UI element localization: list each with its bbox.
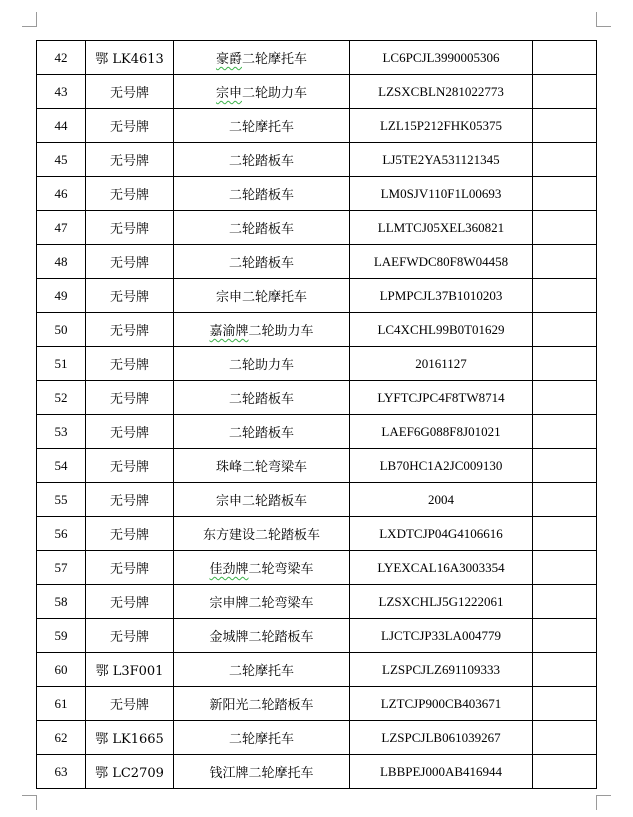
model-name-spellcheck: 宗申 <box>215 86 242 101</box>
vin-cell: LZL15P212FHK05375 <box>350 109 533 143</box>
row-number-cell: 50 <box>37 313 86 347</box>
crop-mark-top-right-v <box>596 12 597 27</box>
crop-mark-top-left-h <box>22 26 37 27</box>
row-number-cell: 58 <box>37 585 86 619</box>
table-row <box>37 381 597 415</box>
model-text: 二轮摩托车 <box>228 732 294 747</box>
vin-cell: LJCTCJP33LA004779 <box>350 619 533 653</box>
row-number-cell: 49 <box>37 279 86 313</box>
plate-cell: 无号牌 <box>86 211 174 245</box>
crop-mark-bottom-left-v <box>36 795 37 810</box>
vehicle-table-body <box>37 41 597 789</box>
row-number-cell: 53 <box>37 415 86 449</box>
vehicle-model-cell <box>174 449 350 483</box>
plate-cell: 无号牌 <box>86 415 174 449</box>
row-number-cell: 60 <box>37 653 86 687</box>
model-text: 二轮踏板车 <box>228 426 294 441</box>
crop-mark-bottom-right-v <box>596 795 597 810</box>
row-number-cell: 42 <box>37 41 86 75</box>
vehicle-table <box>36 40 597 789</box>
vehicle-model-cell <box>174 347 350 381</box>
crop-mark-bottom-right-h <box>596 795 611 796</box>
model-text: 二轮踏板车 <box>228 188 294 203</box>
vin-cell: LAEFWDC80F8W04458 <box>350 245 533 279</box>
vehicle-model-cell <box>174 279 350 313</box>
table-row <box>37 687 597 721</box>
remark-cell <box>533 687 597 721</box>
vehicle-model-cell <box>174 177 350 211</box>
vin-cell: LBBPEJ000AB416944 <box>350 755 533 789</box>
remark-cell <box>533 279 597 313</box>
vin-cell: LC4XCHL99B0T01629 <box>350 313 533 347</box>
vin-cell: LXDTCJP04G4106616 <box>350 517 533 551</box>
remark-cell <box>533 211 597 245</box>
vehicle-model-cell <box>174 551 350 585</box>
model-text: 宗申二轮摩托车 <box>215 290 307 305</box>
remark-cell <box>533 75 597 109</box>
vehicle-model-cell <box>174 653 350 687</box>
vin-cell: 2004 <box>350 483 533 517</box>
remark-cell <box>533 619 597 653</box>
plate-cell: 无号牌 <box>86 449 174 483</box>
vin-cell: LB70HC1A2JC009130 <box>350 449 533 483</box>
table-row <box>37 313 597 347</box>
vehicle-model-cell <box>174 415 350 449</box>
vehicle-model-cell <box>174 109 350 143</box>
remark-cell <box>533 551 597 585</box>
vin-cell: LC6PCJL3990005306 <box>350 41 533 75</box>
vehicle-model-cell <box>174 143 350 177</box>
table-row <box>37 585 597 619</box>
table-row <box>37 483 597 517</box>
vehicle-model-cell <box>174 755 350 789</box>
vin-cell: LYFTCJPC4F8TW8714 <box>350 381 533 415</box>
plate-cell: 无号牌 <box>86 517 174 551</box>
model-text: 宗申牌二轮弯梁车 <box>209 596 314 611</box>
model-text: 新阳光二轮踏板车 <box>209 698 314 713</box>
model-name-spellcheck: 佳劲牌 <box>209 562 249 577</box>
table-row <box>37 41 597 75</box>
vehicle-model-cell <box>174 619 350 653</box>
vehicle-model-cell <box>174 721 350 755</box>
plate-cell: 无号牌 <box>86 585 174 619</box>
row-number-cell: 63 <box>37 755 86 789</box>
model-text: 钱江牌二轮摩托车 <box>209 766 314 781</box>
table-row <box>37 551 597 585</box>
row-number-cell: 44 <box>37 109 86 143</box>
table-row <box>37 109 597 143</box>
table-row <box>37 619 597 653</box>
table-row <box>37 755 597 789</box>
model-text: 二轮摩托车 <box>228 664 294 679</box>
crop-mark-top-right-h <box>596 26 611 27</box>
row-number-cell: 52 <box>37 381 86 415</box>
vehicle-model-cell <box>174 211 350 245</box>
vin-cell: LZSPCJLZ691109333 <box>350 653 533 687</box>
vin-cell: LZSXCHLJ5G1222061 <box>350 585 533 619</box>
vehicle-model-cell <box>174 245 350 279</box>
model-text: 珠峰二轮弯梁车 <box>215 460 307 475</box>
remark-cell <box>533 109 597 143</box>
model-text: 二轮踏板车 <box>228 256 294 271</box>
plate-cell: 无号牌 <box>86 381 174 415</box>
remark-cell <box>533 143 597 177</box>
remark-cell <box>533 415 597 449</box>
vin-cell: 20161127 <box>350 347 533 381</box>
row-number-cell: 62 <box>37 721 86 755</box>
crop-mark-bottom-left-h <box>22 795 37 796</box>
crop-mark-top-left-v <box>36 12 37 27</box>
row-number-cell: 46 <box>37 177 86 211</box>
plate-cell: 无号牌 <box>86 75 174 109</box>
model-text: 二轮助力车 <box>228 358 294 373</box>
table-row <box>37 245 597 279</box>
model-name-spellcheck: 豪爵 <box>215 52 242 67</box>
row-number-cell: 59 <box>37 619 86 653</box>
model-text: 二轮踏板车 <box>228 392 294 407</box>
plate-cell: 鄂 LK4613 <box>86 41 174 75</box>
remark-cell <box>533 653 597 687</box>
table-row <box>37 279 597 313</box>
remark-cell <box>533 483 597 517</box>
model-text: 宗申二轮踏板车 <box>215 494 307 509</box>
row-number-cell: 56 <box>37 517 86 551</box>
plate-cell: 无号牌 <box>86 279 174 313</box>
vehicle-model-cell <box>174 75 350 109</box>
row-number-cell: 47 <box>37 211 86 245</box>
plate-cell: 鄂 LC2709 <box>86 755 174 789</box>
remark-cell <box>533 585 597 619</box>
model-text: 东方建设二轮踏板车 <box>202 528 320 543</box>
row-number-cell: 54 <box>37 449 86 483</box>
vehicle-model-cell <box>174 381 350 415</box>
plate-cell: 无号牌 <box>86 109 174 143</box>
model-text: 金城牌二轮踏板车 <box>209 630 314 645</box>
row-number-cell: 57 <box>37 551 86 585</box>
vin-cell: LLMTCJ05XEL360821 <box>350 211 533 245</box>
remark-cell <box>533 313 597 347</box>
plate-cell: 无号牌 <box>86 483 174 517</box>
model-text: 二轮踏板车 <box>228 154 294 169</box>
table-row <box>37 211 597 245</box>
table-row <box>37 177 597 211</box>
vin-cell: LAEF6G088F8J01021 <box>350 415 533 449</box>
plate-cell: 无号牌 <box>86 347 174 381</box>
vin-cell: LZTCJP900CB403671 <box>350 687 533 721</box>
remark-cell <box>533 755 597 789</box>
vin-cell: LYEXCAL16A3003354 <box>350 551 533 585</box>
model-text: 二轮摩托车 <box>228 120 294 135</box>
vehicle-model-cell <box>174 585 350 619</box>
remark-cell <box>533 177 597 211</box>
vehicle-model-cell <box>174 41 350 75</box>
table-row <box>37 75 597 109</box>
row-number-cell: 51 <box>37 347 86 381</box>
remark-cell <box>533 347 597 381</box>
model-name-spellcheck: 嘉渝牌 <box>209 324 249 339</box>
model-text: 二轮助力车 <box>248 324 314 339</box>
vehicle-model-cell <box>174 517 350 551</box>
row-number-cell: 61 <box>37 687 86 721</box>
table-row <box>37 143 597 177</box>
vehicle-model-cell <box>174 483 350 517</box>
remark-cell <box>533 449 597 483</box>
plate-cell: 无号牌 <box>86 245 174 279</box>
vin-cell: LPMPCJL37B1010203 <box>350 279 533 313</box>
table-row <box>37 517 597 551</box>
remark-cell <box>533 245 597 279</box>
plate-cell: 无号牌 <box>86 619 174 653</box>
plate-cell: 鄂 LK1665 <box>86 721 174 755</box>
remark-cell <box>533 41 597 75</box>
remark-cell <box>533 381 597 415</box>
row-number-cell: 55 <box>37 483 86 517</box>
plate-cell: 无号牌 <box>86 687 174 721</box>
vin-cell: LZSXCBLN281022773 <box>350 75 533 109</box>
table-row <box>37 415 597 449</box>
row-number-cell: 45 <box>37 143 86 177</box>
vin-cell: LJ5TE2YA531121345 <box>350 143 533 177</box>
row-number-cell: 48 <box>37 245 86 279</box>
table-row <box>37 653 597 687</box>
vin-cell: LZSPCJLB061039267 <box>350 721 533 755</box>
vehicle-model-cell <box>174 313 350 347</box>
plate-cell: 无号牌 <box>86 143 174 177</box>
row-number-cell: 43 <box>37 75 86 109</box>
table-row <box>37 721 597 755</box>
plate-cell: 鄂 L3F001 <box>86 653 174 687</box>
plate-cell: 无号牌 <box>86 313 174 347</box>
remark-cell <box>533 517 597 551</box>
vin-cell: LM0SJV110F1L00693 <box>350 177 533 211</box>
model-text: 二轮弯梁车 <box>248 562 314 577</box>
plate-cell: 无号牌 <box>86 551 174 585</box>
table-row <box>37 347 597 381</box>
model-text: 二轮摩托车 <box>242 52 308 67</box>
remark-cell <box>533 721 597 755</box>
model-text: 二轮助力车 <box>242 86 308 101</box>
model-text: 二轮踏板车 <box>228 222 294 237</box>
plate-cell: 无号牌 <box>86 177 174 211</box>
vehicle-model-cell <box>174 687 350 721</box>
table-row <box>37 449 597 483</box>
